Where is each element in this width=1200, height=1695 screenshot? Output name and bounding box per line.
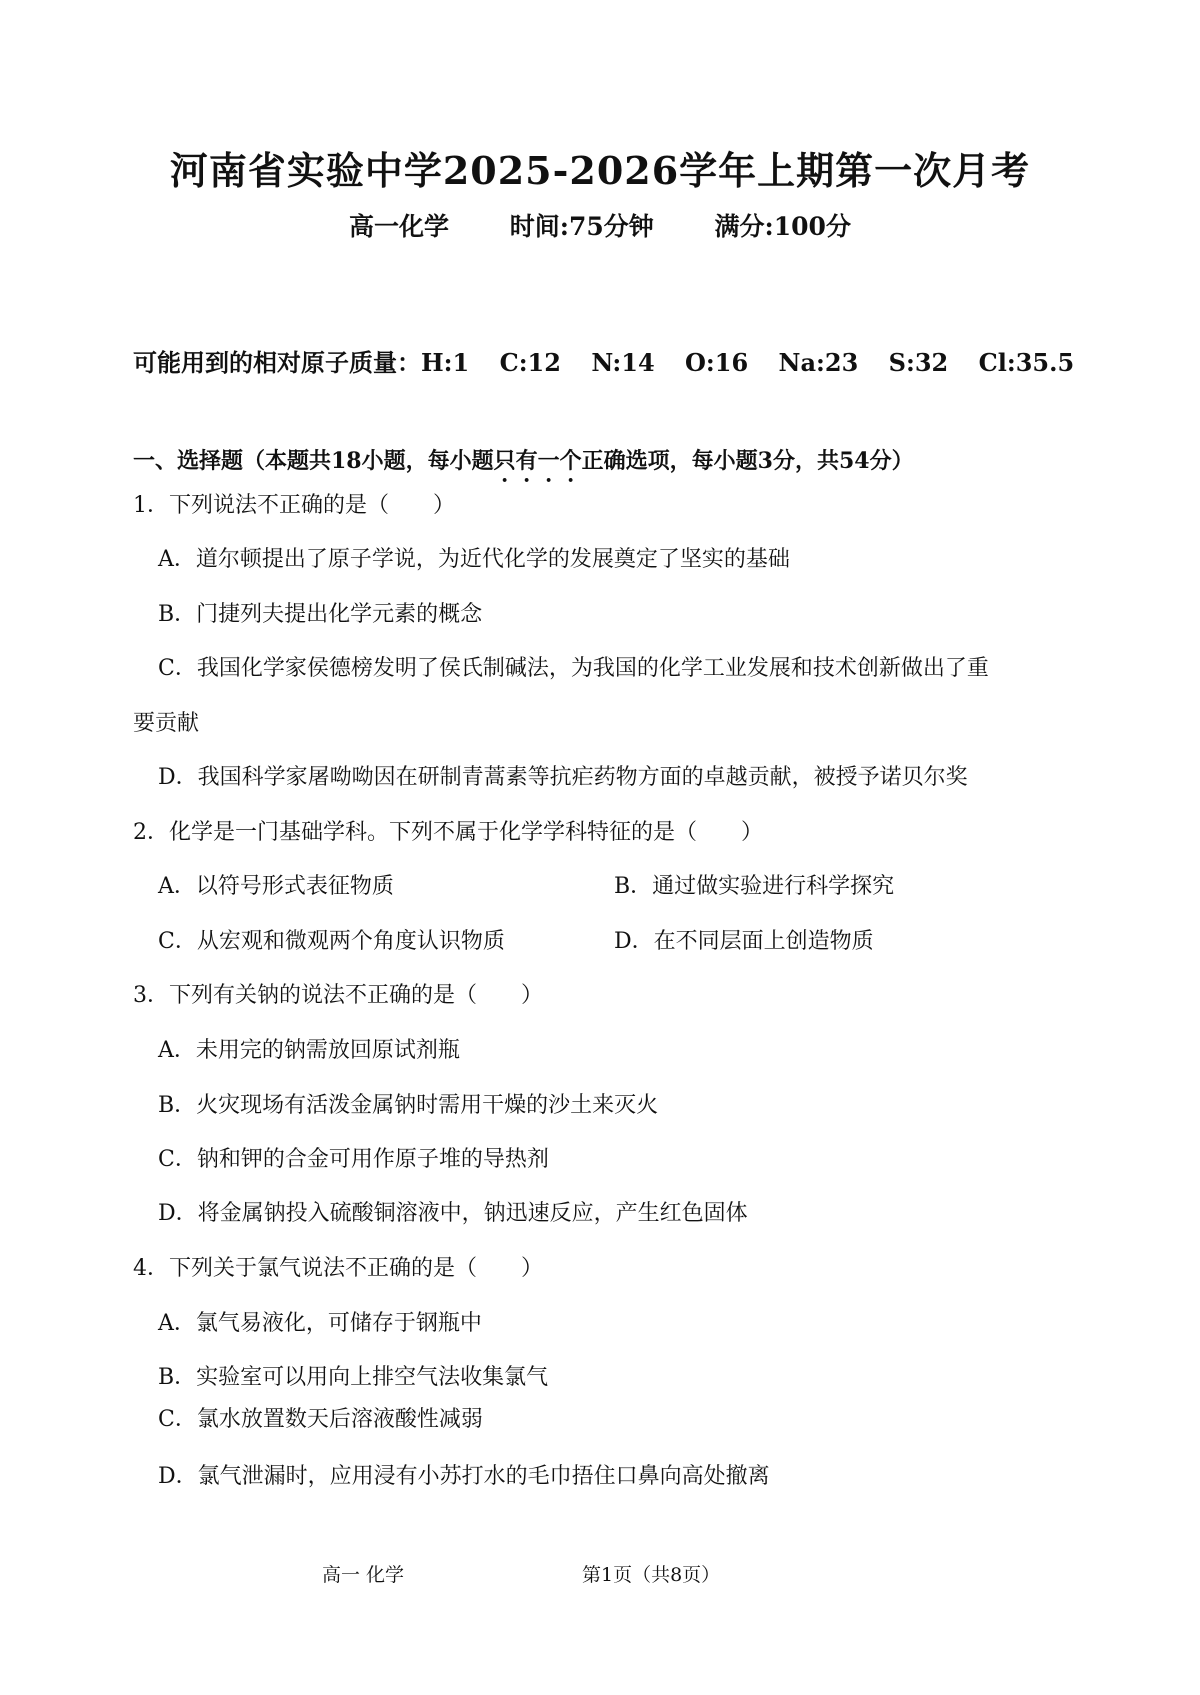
question-3-option-c: C．钠和钾的合金可用作原子堆的导热剂: [158, 1147, 549, 1172]
question-4-option-d: D．氯气泄漏时，应用浸有小苏打水的毛巾捂住口鼻向高处撤离: [158, 1464, 770, 1489]
question-4-option-c: C．氯水放置数天后溶液酸性减弱: [158, 1407, 483, 1432]
question-2-option-b: B．通过做实验进行科学探究: [614, 874, 895, 899]
question-2-option-d: D．在不同层面上创造物质: [614, 929, 874, 954]
question-3-stem: 3．下列有关钠的说法不正确的是（ ）: [133, 983, 543, 1008]
footer-page-number: 第1页（共8页）: [582, 1564, 721, 1586]
question-2-option-a: A．以符号形式表征物质: [158, 874, 394, 899]
question-1-option-a: A．道尔顿提出了原子学说，为近代化学的发展奠定了坚实的基础: [158, 547, 790, 572]
exam-subtitle: [0, 207, 1200, 243]
question-1-option-c-continued: 要贡献: [133, 711, 200, 736]
footer-subject: 高一 化学: [322, 1564, 405, 1586]
exam-title: 河南省实验中学2025-2026学年上期第一次月考: [169, 148, 1031, 193]
question-4-stem: 4．下列关于氯气说法不正确的是（ ）: [133, 1256, 543, 1281]
time-label: 时间:75分钟: [509, 212, 654, 241]
mass-item: C:12: [499, 348, 561, 377]
atomic-masses: [133, 343, 1093, 378]
subject-label: 高一化学: [349, 212, 450, 241]
section-heading-pre: 一、选择题（本题共18小题，每小题: [133, 448, 494, 474]
question-1-option-d: D．我国科学家屠呦呦因在研制青蒿素等抗疟药物方面的卓越贡献，被授予诺贝尔奖: [158, 765, 968, 790]
section-heading-post: 正确选项，每小题3分，共54分）: [581, 448, 914, 474]
mass-item: H:1: [421, 348, 470, 377]
mass-item: N:14: [591, 348, 655, 377]
mass-item: Na:23: [778, 348, 859, 377]
mass-item: Cl:35.5: [978, 348, 1075, 377]
section-heading-emphasis: 只有一个: [493, 448, 582, 474]
question-3-option-a: A．未用完的钠需放回原试剂瓶: [158, 1038, 460, 1063]
question-1-option-b: B．门捷列夫提出化学元素的概念: [158, 602, 483, 627]
question-4-option-b: B．实验室可以用向上排空气法收集氯气: [158, 1365, 549, 1390]
question-4-option-a: A．氯气易液化，可储存于钢瓶中: [158, 1311, 482, 1336]
question-1-option-c: C．我国化学家侯德榜发明了侯氏制碱法，为我国的化学工业发展和技术创新做出了重: [158, 656, 989, 681]
score-label: 满分:100分: [714, 212, 851, 241]
question-2-stem: 2．化学是一门基础学科。下列不属于化学学科特征的是（ ）: [133, 820, 763, 845]
section-heading: [133, 444, 1093, 487]
masses-label: 可能用到的相对原子质量：: [133, 348, 421, 377]
mass-item: S:32: [888, 348, 949, 377]
mass-item: O:16: [685, 348, 749, 377]
question-3-option-b: B．火灾现场有活泼金属钠时需用干燥的沙土来灭火: [158, 1093, 659, 1118]
question-1-stem: 1．下列说法不正确的是（ ）: [133, 493, 455, 518]
question-3-option-d: D．将金属钠投入硫酸铜溶液中，钠迅速反应，产生红色固体: [158, 1201, 748, 1226]
question-2-option-c: C．从宏观和微观两个角度认识物质: [158, 929, 505, 954]
